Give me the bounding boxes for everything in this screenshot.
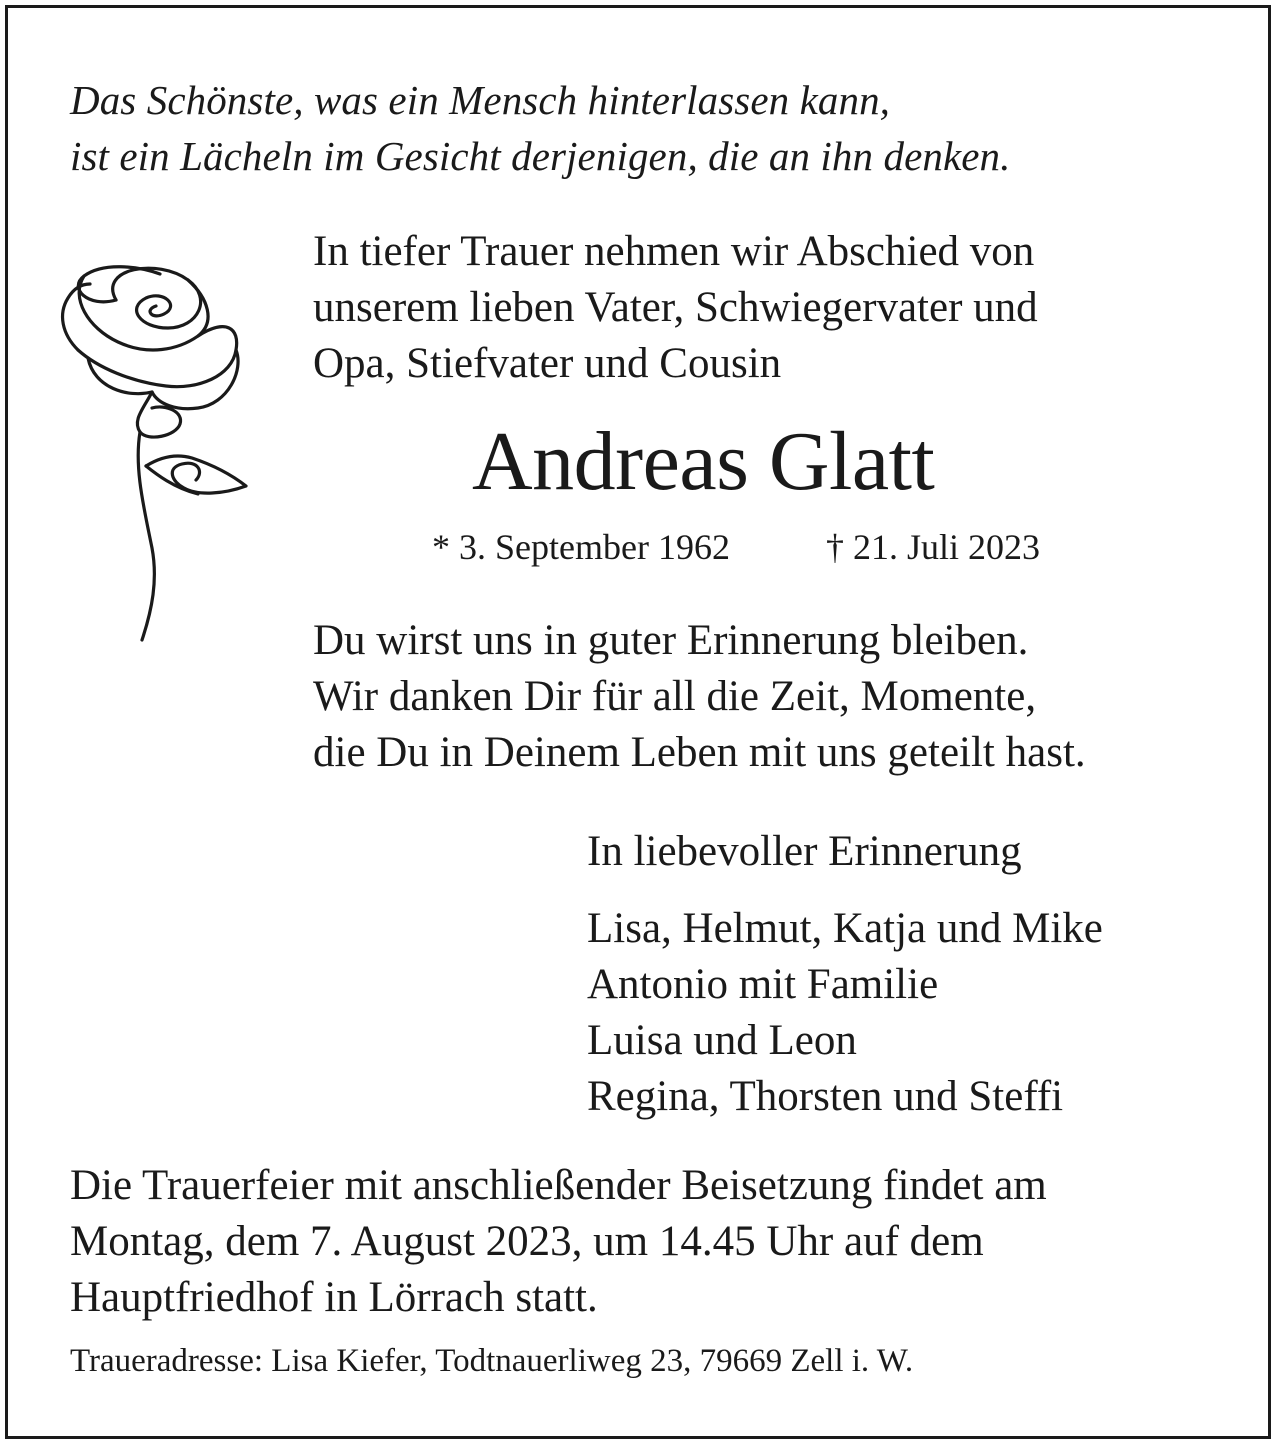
memory-line: In liebevoller Erinnerung <box>587 828 1022 875</box>
farewell-line-3: die Du in Deinem Leben mit uns geteilt hast. <box>313 729 1086 776</box>
funeral-line-3: Hauptfriedhof in Lörrach statt. <box>70 1274 598 1321</box>
family-line-3: Luisa und Leon <box>587 1017 857 1064</box>
family-line-4: Regina, Thorsten und Steffi <box>587 1073 1064 1120</box>
deceased-name: Andreas Glatt <box>472 415 935 508</box>
quote-line-1: Das Schönste, was ein Mensch hinterlassen kann, <box>70 77 891 123</box>
birth-date: * 3. September 1962 <box>432 527 730 567</box>
mourning-address: Traueradresse: Lisa Kiefer, Todtnauerliweg 23, 79669 Zell i. W. <box>70 1343 914 1379</box>
family-line-1: Lisa, Helmut, Katja und Mike <box>587 905 1103 952</box>
farewell-line-2: Wir danken Dir für all die Zeit, Momente, <box>313 673 1037 720</box>
funeral-line-1: Die Trauerfeier mit anschließender Beisetzung findet am <box>70 1162 1047 1209</box>
intro-line-3: Opa, Stiefvater und Cousin <box>313 340 782 387</box>
quote-line-2: ist ein Lächeln im Gesicht derjenigen, die an ihn denken. <box>70 133 1011 179</box>
intro-line-1: In tiefer Trauer nehmen wir Abschied von <box>313 228 1035 275</box>
rose-icon <box>48 258 260 648</box>
death-date: † 21. Juli 2023 <box>826 527 1041 567</box>
intro-line-2: unserem lieben Vater, Schwiegervater und <box>313 284 1038 331</box>
farewell-line-1: Du wirst uns in guter Erinnerung bleiben. <box>313 617 1029 664</box>
family-line-2: Antonio mit Familie <box>587 961 939 1008</box>
funeral-line-2: Montag, dem 7. August 2023, um 14.45 Uhr auf dem <box>70 1218 984 1265</box>
